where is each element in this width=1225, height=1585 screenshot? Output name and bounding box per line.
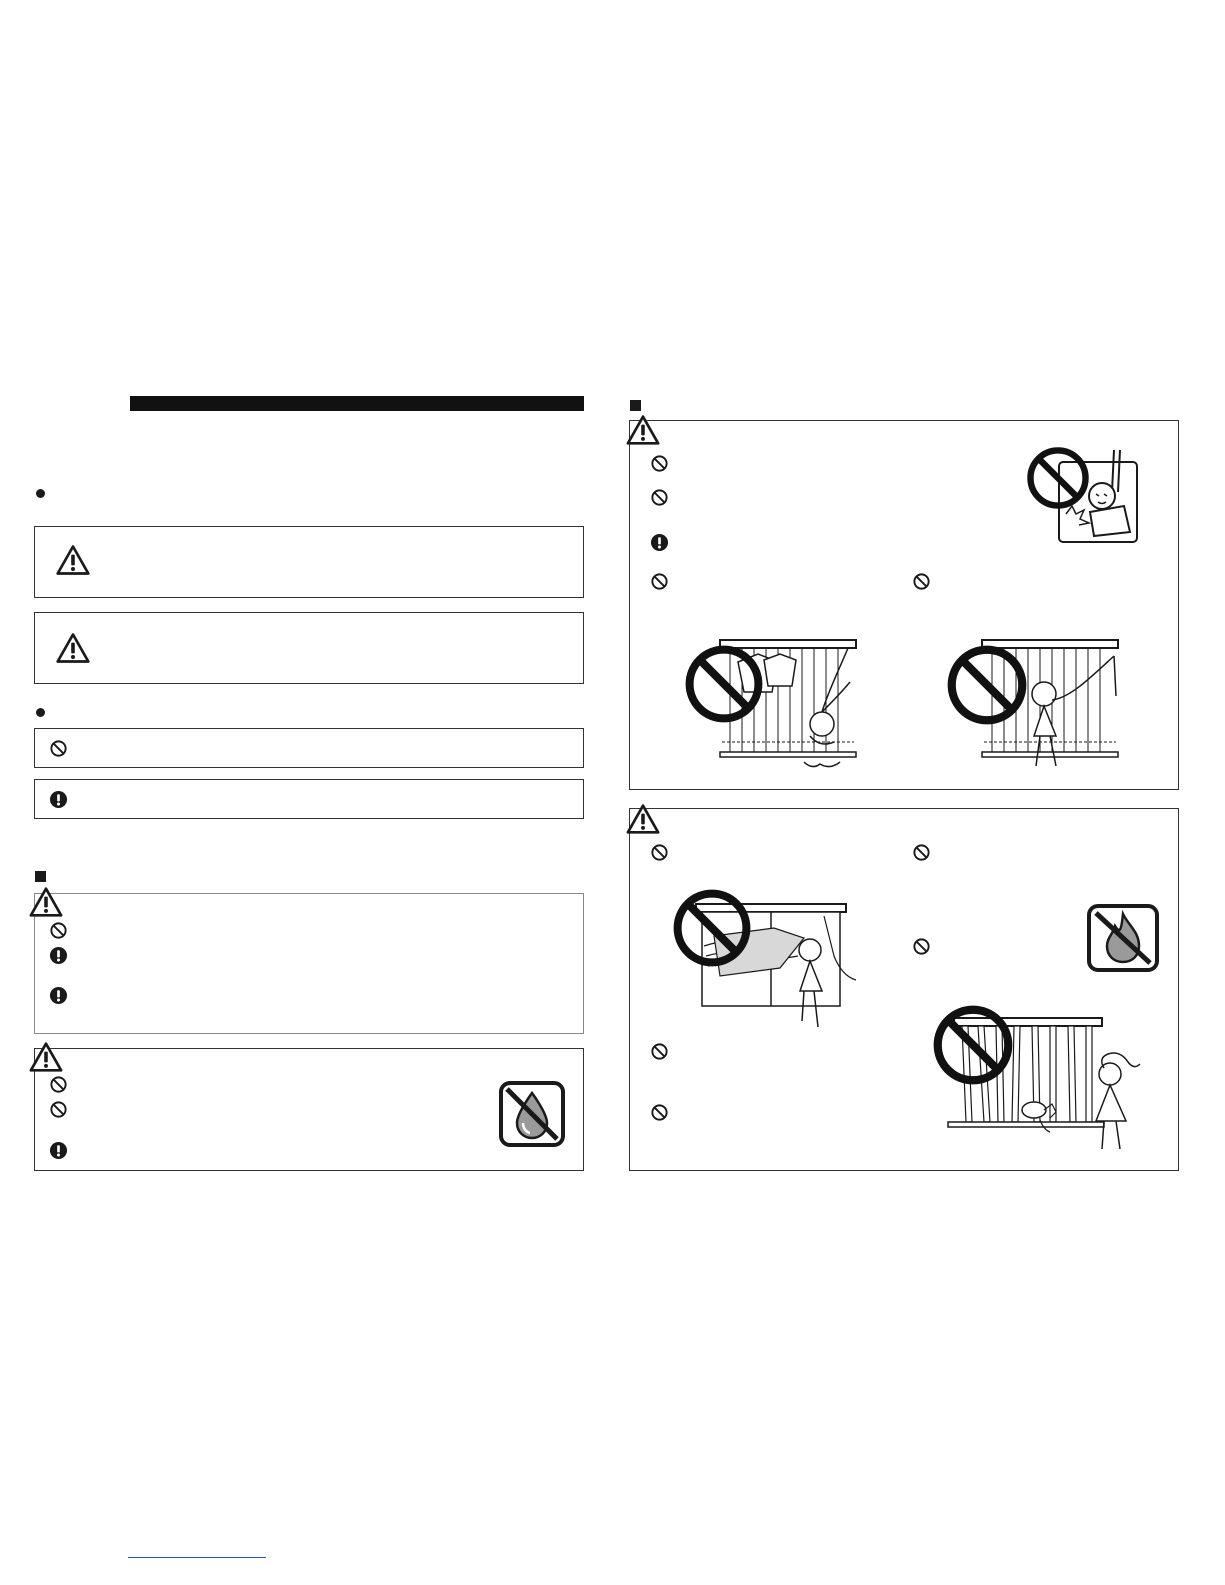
prohibited-icon	[650, 1103, 669, 1122]
bullet-dot	[36, 489, 45, 498]
footer-link-underline[interactable]	[128, 1557, 266, 1558]
warning-triangle-icon	[625, 803, 661, 835]
prohibited-icon	[650, 1042, 669, 1061]
mandatory-icon	[49, 946, 68, 965]
prohibited-legend-row	[34, 728, 584, 768]
prohibited-icon	[912, 937, 931, 956]
header-bar	[130, 396, 584, 411]
warning-triangle-icon	[55, 631, 91, 665]
no-water-icon	[499, 1081, 565, 1147]
left-warning-panel	[34, 893, 584, 1034]
warning-definition-box	[34, 526, 584, 598]
prohibited-mark	[672, 888, 752, 968]
prohibited-icon	[650, 572, 669, 591]
mandatory-icon	[650, 533, 669, 552]
caution-definition-box	[34, 612, 584, 684]
warning-triangle-icon	[28, 886, 64, 918]
prohibited-icon	[49, 921, 68, 940]
prohibited-icon	[650, 843, 669, 862]
mandatory-icon	[49, 986, 68, 1005]
warning-triangle-icon	[625, 414, 661, 446]
warning-triangle-icon	[55, 543, 91, 577]
prohibited-icon	[912, 843, 931, 862]
prohibited-icon	[49, 1075, 68, 1094]
prohibited-icon	[49, 739, 68, 758]
prohibited-mark	[1026, 446, 1090, 510]
prohibited-mark	[946, 644, 1028, 726]
no-fire-icon	[1087, 904, 1159, 972]
prohibited-mark	[932, 1004, 1014, 1086]
prohibited-icon	[650, 488, 669, 507]
prohibited-icon	[650, 454, 669, 473]
mandatory-icon	[49, 1141, 68, 1160]
mandatory-legend-row	[34, 779, 584, 819]
section-marker	[630, 400, 641, 411]
prohibited-icon	[49, 1100, 68, 1119]
section-marker	[35, 871, 46, 882]
bullet-dot	[36, 708, 45, 717]
prohibited-mark	[684, 644, 764, 724]
warning-triangle-icon	[28, 1041, 64, 1073]
mandatory-icon	[49, 790, 68, 809]
prohibited-icon	[912, 572, 931, 591]
